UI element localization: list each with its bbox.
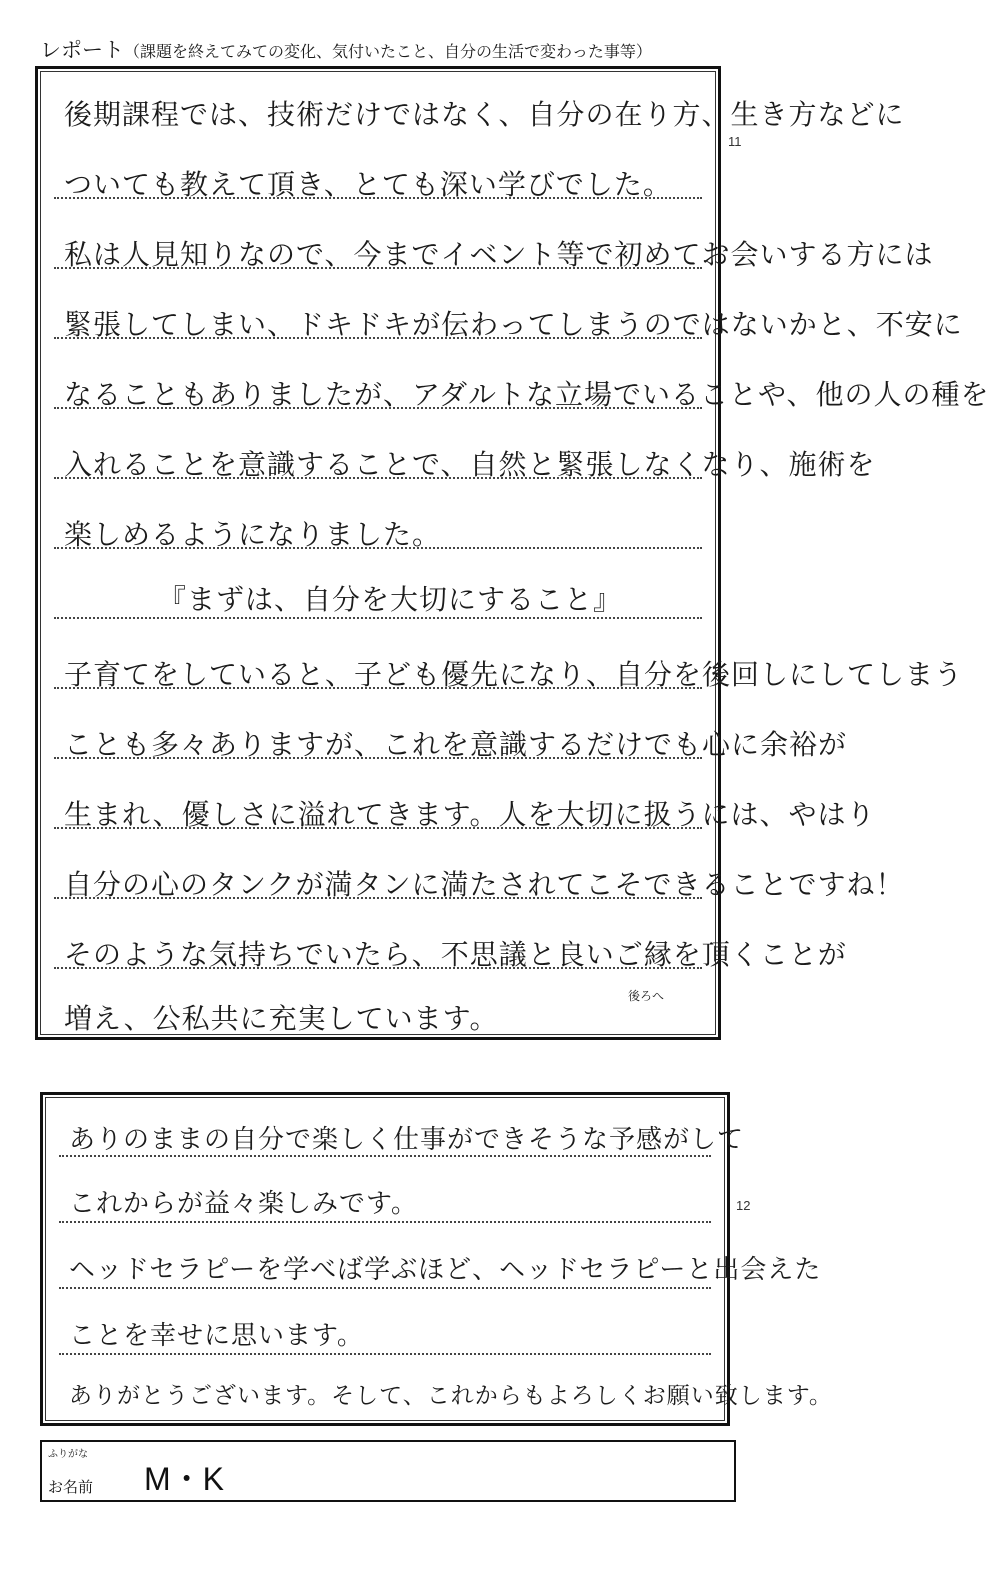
- section-2-marker: 12: [736, 1198, 751, 1213]
- handwritten-line: そのような気持ちでいたら、不思議と良いご縁を頂くことが: [64, 938, 847, 971]
- handwritten-line: ついても教えて頂き、とても深い学びでした。: [64, 168, 672, 201]
- handwritten-line: 増え、公私共に充実しています。: [64, 1002, 499, 1035]
- section-1-marker: 11: [728, 134, 742, 149]
- handwritten-line: 後期課程では、技術だけではなく、自分の在り方、生き方などに: [64, 98, 905, 131]
- ruled-line: [59, 1353, 711, 1355]
- handwritten-line: 緊張してしまい、ドキドキが伝わってしまうのではないかと、不安に: [64, 308, 963, 341]
- handwritten-line: 自分の心のタンクが満タンに満たされてこそできることですね！: [64, 868, 905, 901]
- handwritten-line: これからが益々楽しみです。: [69, 1189, 418, 1219]
- handwritten-line: 『まずは、自分を大切にすること』: [158, 583, 623, 616]
- handwritten-line: ありのままの自分で楽しく仕事ができそうな予感がして: [69, 1125, 745, 1155]
- handwritten-line: 楽しめるようになりました。: [64, 518, 442, 551]
- name-value: M・K: [144, 1461, 225, 1497]
- handwritten-line: 入れることを意識することで、自然と緊張しなくなり、施術を: [64, 448, 876, 481]
- handwritten-line: ありがとうございます。そして、これからもよろしくお願い致します。: [69, 1383, 833, 1409]
- handwritten-line: ヘッドセラピーを学べば学ぶほど、ヘッドセラピーと出会えた: [69, 1255, 822, 1285]
- name-label: お名前: [48, 1478, 94, 1496]
- handwritten-line: 生まれ、優しさに溢れてきます。人を大切に扱うには、やはり: [64, 798, 876, 831]
- report-header: [40, 34, 652, 64]
- handwritten-line: ことも多々ありますが、これを意識するだけでも心に余裕が: [64, 728, 848, 761]
- name-box: [40, 1440, 736, 1502]
- handwritten-line: 私は人見知りなので、今までイベント等で初めてお会いする方には: [64, 238, 934, 271]
- handwritten-line: 子育てをしていると、子ども優先になり、自分を後回しにしてしまう: [64, 658, 964, 691]
- continue-note: 後ろへ: [628, 989, 665, 1003]
- ruled-line: [59, 1287, 711, 1289]
- furigana-label: ふりがな: [48, 1449, 88, 1460]
- handwritten-line: なることもありましたが、アダルトな立場でいることや、他の人の種を: [64, 378, 989, 411]
- handwritten-line: ことを幸せに思います。: [69, 1321, 364, 1351]
- report-title: レポート: [40, 38, 124, 62]
- report-subtitle: （課題を終えてみての変化、気付いたこと、自分の生活で変わった事等）: [124, 42, 652, 61]
- ruled-line: [59, 1221, 711, 1223]
